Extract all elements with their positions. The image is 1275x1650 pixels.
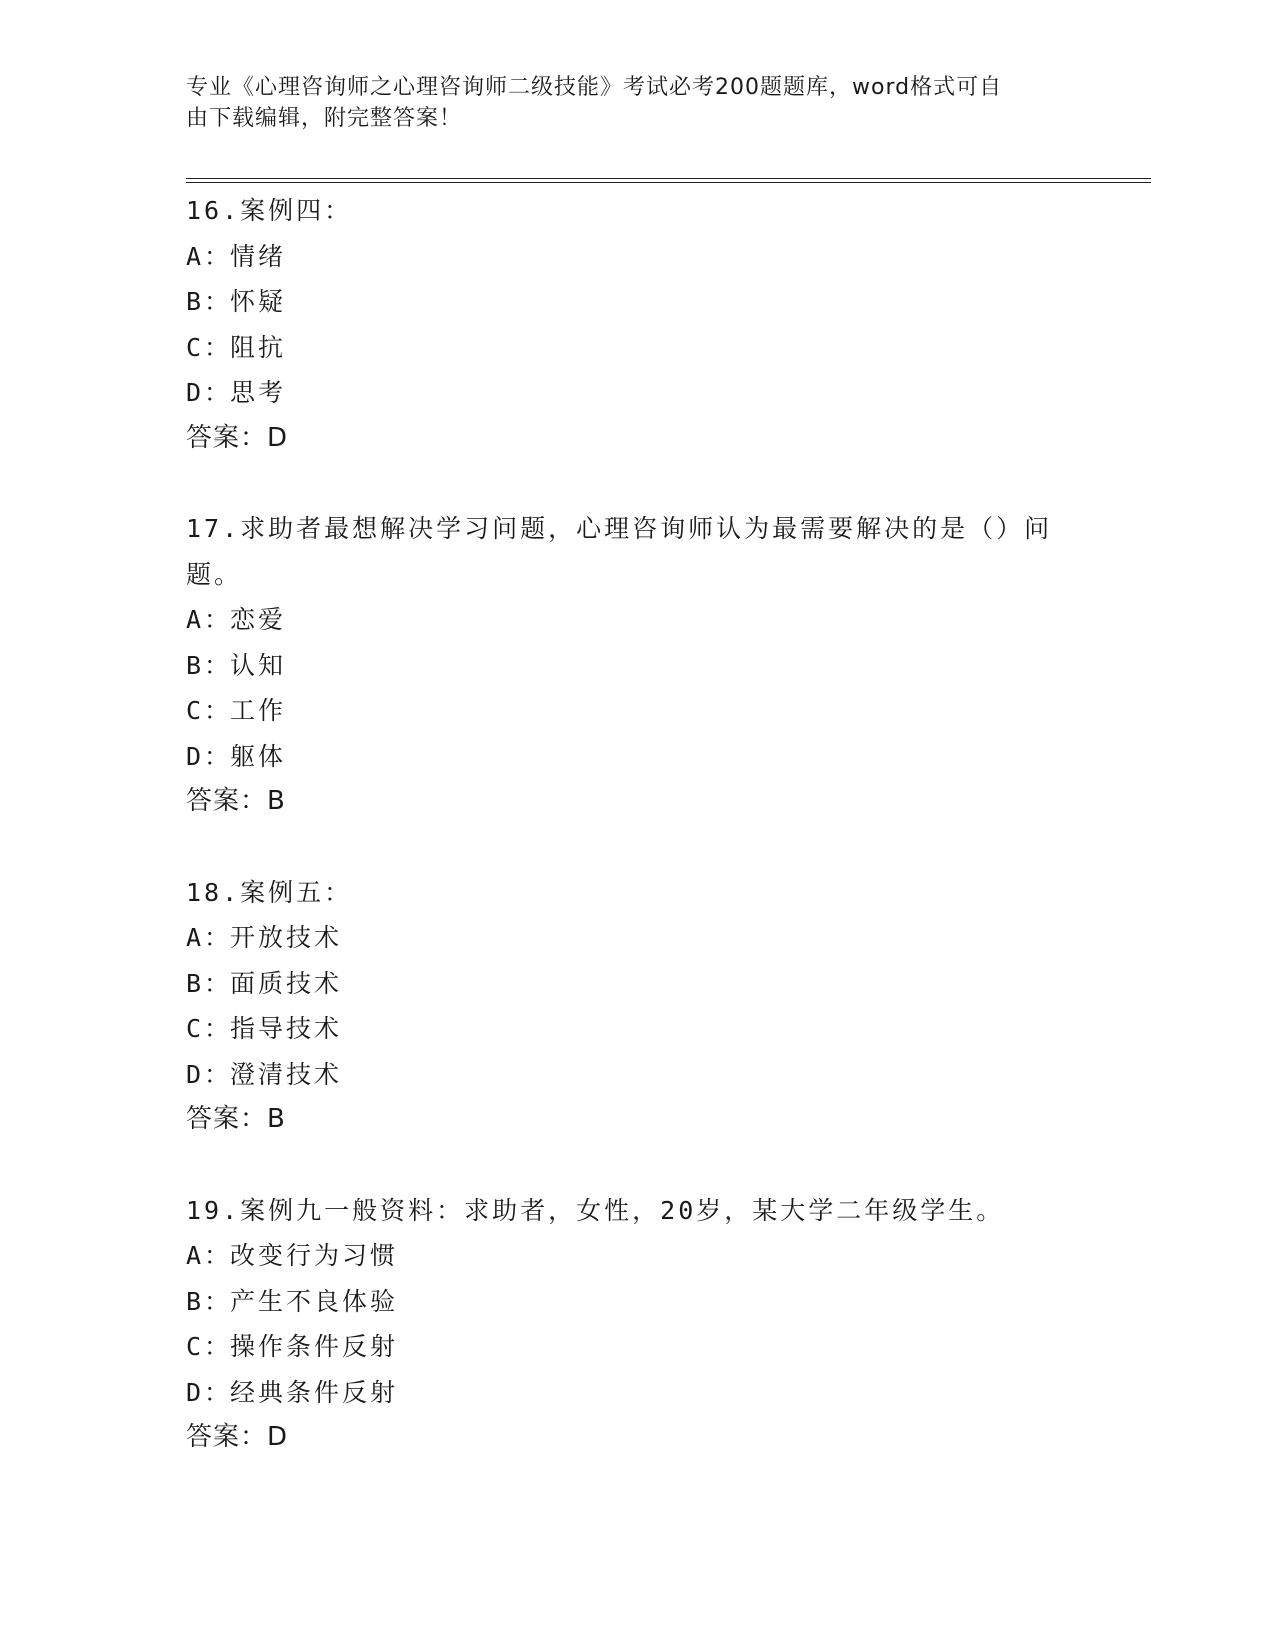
option-text: 思考 (230, 378, 287, 407)
option-text: 认知 (230, 650, 287, 680)
option-text: 阻抗 (230, 332, 287, 362)
option-d (186, 1370, 1066, 1416)
option-text: 恋爱 (230, 605, 287, 634)
option-text: 产生不良体验 (230, 1286, 399, 1316)
question-stem: 19.案例九一般资料：求助者，女性，20岁，某大学二年级学生。 (186, 1195, 1005, 1225)
header-double-rule (186, 178, 1151, 183)
option-b (186, 643, 1066, 689)
option-text: 躯体 (230, 741, 287, 771)
option-key: A： (186, 605, 233, 634)
option-c (186, 1324, 1066, 1370)
header-line-1: 专业《心理咨询师之心理咨询师二级技能》考试必考200题题库，word格式可自 (186, 75, 1003, 100)
option-key: A： (186, 1241, 233, 1270)
option-text: 指导技术 (230, 1014, 343, 1043)
question-16 (186, 188, 1066, 461)
option-b (186, 279, 1066, 325)
option-text: 开放技术 (230, 923, 343, 952)
question-17 (186, 506, 1066, 825)
option-key: D： (186, 378, 233, 407)
question-stem: 18.案例五： (186, 877, 353, 907)
option-d (186, 370, 1066, 416)
question-list (186, 188, 1066, 1461)
header-line-2: 由下载编辑，附完整答案！ (186, 106, 463, 131)
option-c (186, 325, 1066, 371)
option-a (186, 234, 1066, 280)
question-stem: 17.求助者最想解决学习问题，心理咨询师认为最需要解决的是（）问题。 (186, 514, 1053, 589)
option-c (186, 688, 1066, 734)
option-text: 操作条件反射 (230, 1332, 399, 1361)
option-a (186, 597, 1066, 643)
option-text: 澄清技术 (230, 1059, 343, 1089)
option-key: D： (186, 1377, 233, 1407)
option-key: A： (186, 241, 233, 271)
answer-line: 答案：B (186, 1104, 286, 1134)
option-text: 怀疑 (230, 287, 287, 316)
question-stem: 16.案例四： (186, 196, 353, 225)
option-key: B： (186, 650, 233, 680)
option-a (186, 915, 1066, 961)
option-key: D： (186, 1059, 233, 1089)
answer-line: 答案：B (186, 786, 286, 816)
option-text: 改变行为习惯 (230, 1241, 399, 1270)
option-key: C： (186, 1332, 233, 1361)
option-key: C： (186, 332, 233, 362)
option-key: A： (186, 923, 233, 952)
answer-line: 答案：D (186, 422, 289, 453)
option-a (186, 1233, 1066, 1279)
option-text: 面质技术 (230, 968, 343, 998)
option-text: 工作 (230, 696, 287, 725)
option-key: D： (186, 741, 233, 771)
question-18 (186, 870, 1066, 1143)
option-d (186, 1052, 1066, 1098)
question-19 (186, 1188, 1066, 1461)
option-text: 经典条件反射 (230, 1377, 399, 1407)
option-b (186, 961, 1066, 1007)
option-key: B： (186, 968, 233, 998)
document-header (186, 72, 1066, 134)
option-text: 情绪 (230, 241, 287, 271)
option-d (186, 734, 1066, 780)
option-b (186, 1279, 1066, 1325)
option-key: C： (186, 696, 233, 725)
option-key: B： (186, 1286, 233, 1316)
answer-line: 答案：D (186, 1422, 289, 1452)
option-c (186, 1006, 1066, 1052)
option-key: C： (186, 1014, 233, 1043)
option-key: B： (186, 287, 233, 316)
